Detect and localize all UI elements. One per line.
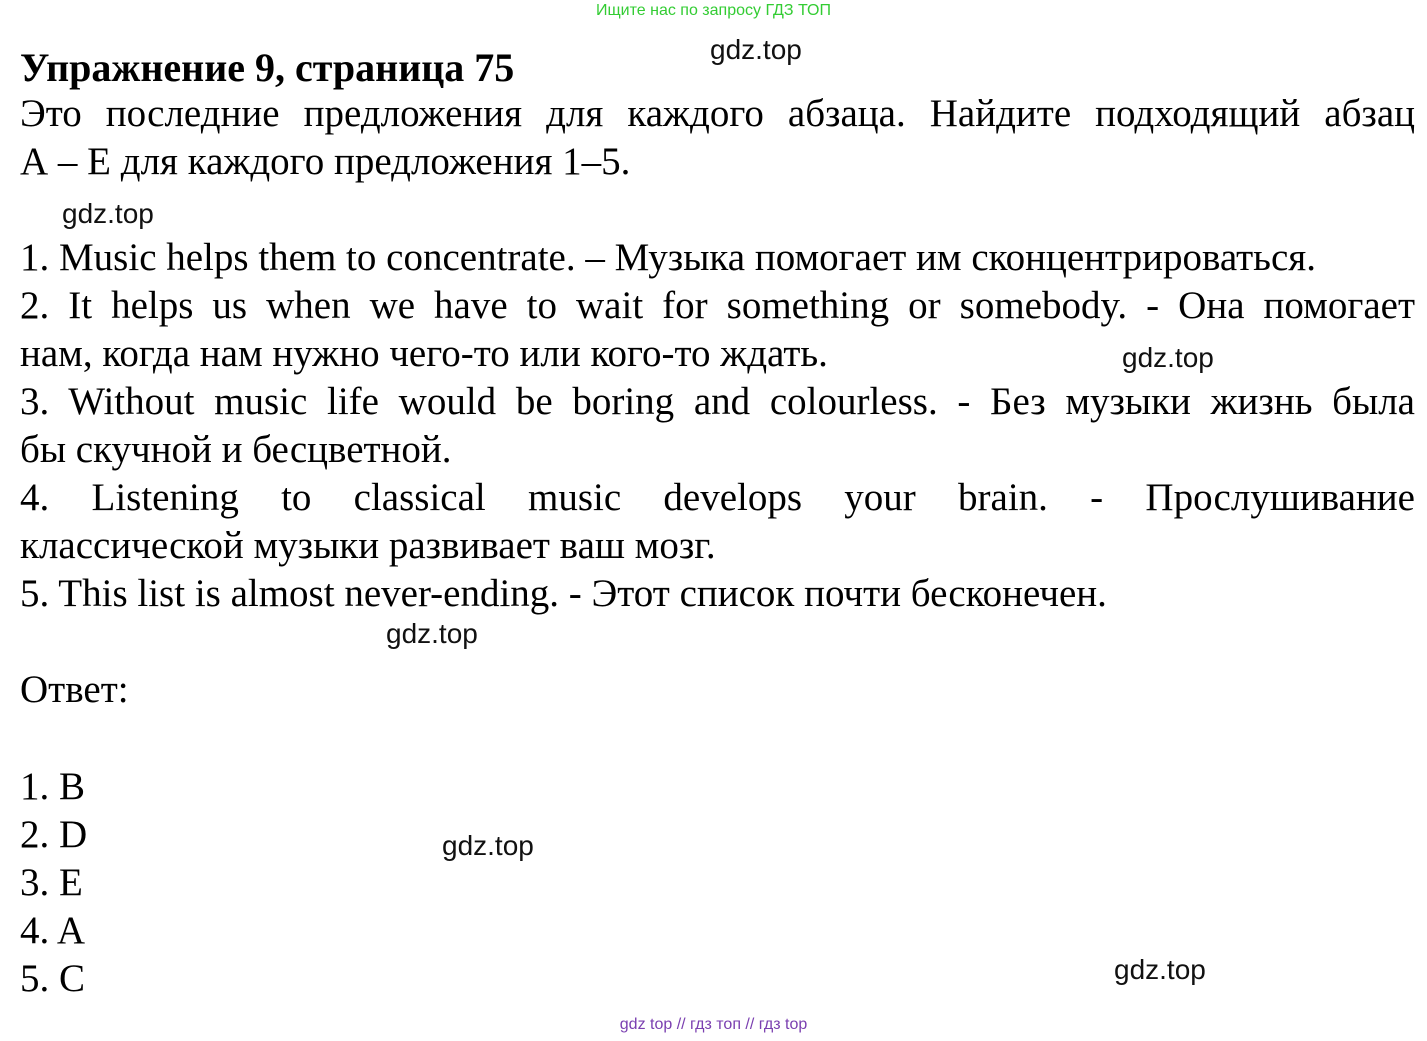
footer-links: gdz top // гдз топ // гдз top — [619, 1016, 808, 1033]
search-hint: Ищите нас по запросу ГДЗ ТОП — [596, 2, 831, 19]
sentence-2-line-2: нам, когда нам нужно чего-то или кого-то ждать. — [20, 332, 828, 375]
watermark: gdz.top — [710, 34, 802, 65]
watermark: gdz.top — [1114, 954, 1206, 985]
sentence-4-line-2: классической музыки развивает ваш мозг. — [20, 524, 716, 567]
sentence-3-line-2: бы скучной и бесцветной. — [20, 428, 452, 471]
sentence-3-line-1: 3. Without music life would be boring and colourless. - Без музыки жизнь была — [20, 380, 1415, 423]
answer-item: 2. D — [20, 813, 88, 856]
answer-label: Ответ: — [20, 668, 129, 711]
sentence-5: 5. This list is almost never-ending. - Этот список почти бесконечен. — [20, 572, 1107, 615]
instruction-line-1: Это последние предложения для каждого абзаца. Найдите подходящий абзац — [20, 92, 1415, 135]
sentence-2-line-1: 2. It helps us when we have to wait for something or somebody. - Она помогает — [20, 284, 1415, 327]
watermark: gdz.top — [442, 830, 534, 861]
watermark: gdz.top — [386, 618, 478, 649]
answer-item: 4. A — [20, 909, 86, 952]
watermark: gdz.top — [62, 198, 154, 229]
instruction-line-2: А – Е для каждого предложения 1–5. — [20, 140, 631, 183]
answer-item: 5. C — [20, 957, 86, 1000]
sentence-4-line-1: 4. Listening to classical music develops your brain. - Прослушивание — [20, 476, 1415, 519]
answer-item: 1. B — [20, 765, 86, 808]
sentence-1: 1. Music helps them to concentrate. – Музыка помогает им сконцентрироваться. — [20, 236, 1316, 279]
answer-item: 3. E — [20, 861, 83, 904]
watermark: gdz.top — [1122, 342, 1214, 373]
page-title: Упражнение 9, страница 75 — [20, 45, 515, 90]
